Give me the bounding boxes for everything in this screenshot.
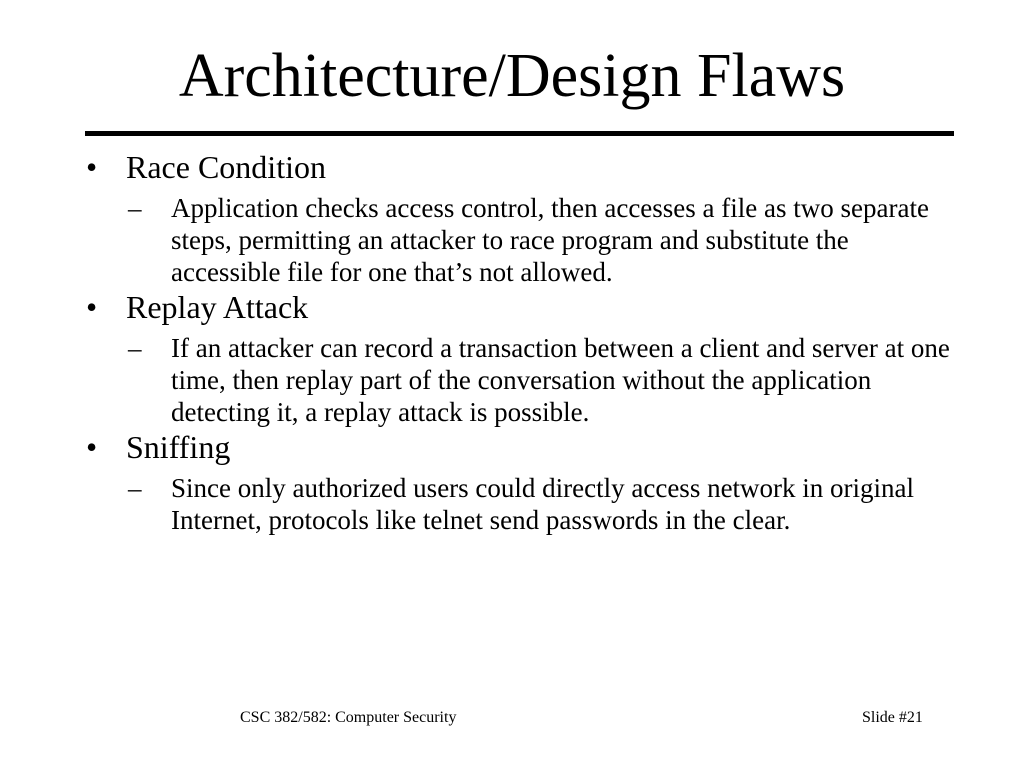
sub-bullet-item	[126, 332, 956, 428]
bullet-item	[86, 428, 956, 466]
bullet-item	[86, 288, 956, 326]
slide-title: Architecture/Design Flaws	[178, 42, 846, 110]
bullet-text: Replay Attack	[126, 289, 309, 325]
sub-bullet-marker: –	[128, 193, 142, 223]
bullet-text: Race Condition	[126, 149, 326, 185]
sub-bullet-text: Since only authorized users could directly access network in original Internet, protocols like telnet send passwords in the clear.	[171, 473, 915, 535]
bullet-marker: •	[86, 429, 98, 465]
bullet-marker: •	[86, 289, 98, 325]
sub-bullet-marker: –	[128, 473, 142, 503]
sub-bullet-marker: –	[128, 333, 142, 363]
sub-bullet-item	[126, 472, 956, 536]
bullet-item	[86, 148, 956, 186]
sub-bullet-text: If an attacker can record a transaction between a client and server at one time, then replay part of the conversation without the application detecting it, a replay attack is possible.	[171, 333, 950, 427]
sub-bullet-text: Application checks access control, then accesses a file as two separate steps, permitting an attacker to race program and substitute the accessible file for one that’s not allowed.	[171, 193, 929, 287]
footer-course-name: CSC 382/582: Computer Security	[240, 709, 457, 726]
bullet-marker: •	[86, 149, 98, 185]
sub-bullet-item	[126, 192, 956, 288]
title-divider	[85, 131, 954, 136]
footer-slide-number: Slide #21	[862, 709, 923, 726]
slide-content	[86, 148, 956, 536]
bullet-text: Sniffing	[126, 429, 231, 465]
